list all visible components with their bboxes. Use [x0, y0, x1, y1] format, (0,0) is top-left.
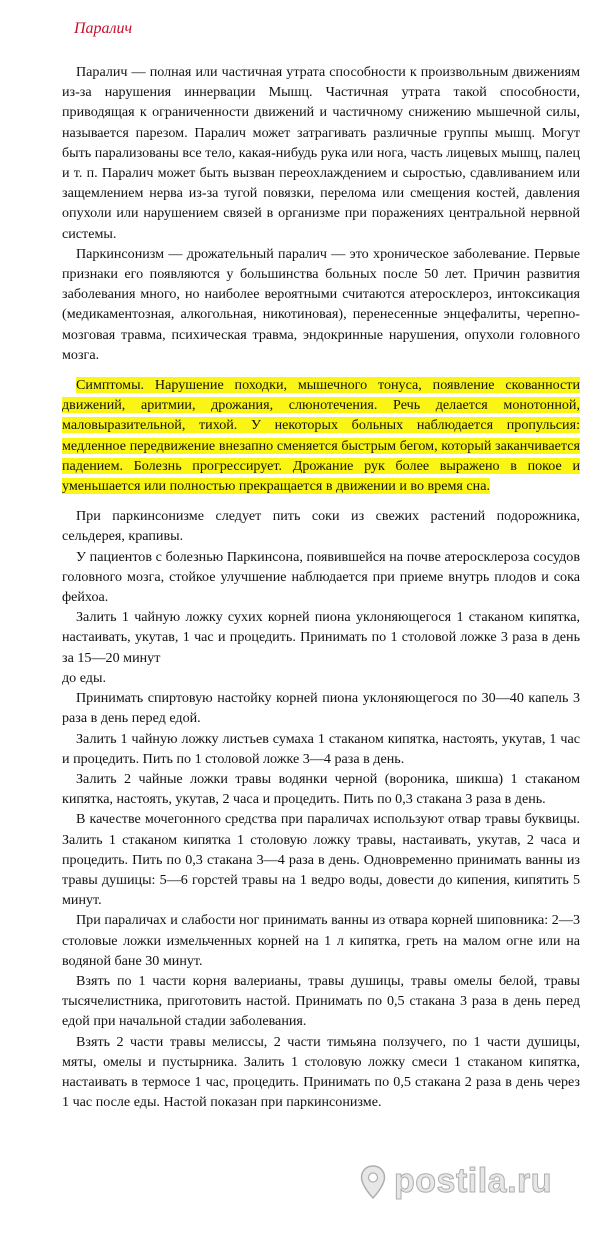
paragraph-peony-infusion-end: до еды. [62, 669, 106, 686]
map-pin-icon [360, 1165, 386, 1199]
highlighted-symptoms-text: Симптомы. Нарушение походки, мышечного тонуса, появление скованности движений, аритмии, дрожания, слюнотечения. Речь делается монотонной, маловыразительной, тихой. У некоторых больных наблюдается пропульсия: медленное передвижение внезапно сменяется быстрым бегом, который заканчивается падением. Болезнь прогрессирует. Дрожание рук более выражено в покое и уменьшается или полностью прекращается в движении и во время сна. [62, 377, 580, 495]
watermark [360, 1162, 552, 1201]
paragraph-valerian-mix: Взять по 1 части корня валерианы, травы душицы, травы омелы белой, травы тысячелистника, приготовить настой. Принимать по 0,5 стакана 3 раза в день перед едой при начальной стадии заболевания. [62, 972, 580, 1030]
paragraph-peony-infusion: Залить 1 чайную ложку сухих корней пиона уклоняющегося 1 стаканом кипятка, настаивать, укутав, 1 час и процедить. Принимать по 1 столовой ложке 3 раза в день за 15—20 минут [62, 609, 580, 666]
paragraph-paralysis-definition: Паралич — полная или частичная утрата способности к произвольным движениям из-за нарушения иннервации Мышц. Частичная утрата такой способности, приводящая к ограниченности движений и частичному снижению мышечной силы, называется парезом. Паралич может затрагивать различные группы мышц. Могут быть парализованы все тело, какая-нибудь рука или нога, часть лицевых мышц, палец и т. п. Паралич может быть вызван переохлаждением и сыростью, сдавливанием или защемлением нерва из-за тугой повязки, перелома или смещения костей, давления опухоли или нарушением связей в организме при поражениях центральной нервной системы. [62, 64, 580, 242]
paragraph-melissa-mix: Взять 2 части травы мелиссы, 2 части тимьяна ползучего, по 1 части душицы, мяты, омелы и пустырника. Залить 1 столовую ложку смеси 1 стаканом кипятка, настаивать в термосе 1 час, процедить. Принимать по 0,5 стакана 2 раза в день через 1 час после еды. Настой показан при паркинсонизме. [62, 1033, 580, 1111]
paragraph-rosehip-baths: При параличах и слабости ног принимать ванны из отвара корней шиповника: 2—3 столовые ложки измельченных корней на 1 л кипятка, греть на малом огне или на водяной бане 30 минут. [62, 912, 580, 969]
paragraph-peony-tincture: Принимать спиртовую настойку корней пиона уклоняющегося по 30—40 капель 3 раза в день перед едой. [62, 690, 580, 727]
article-body [62, 62, 580, 1112]
paragraph-betony-decoction: В качестве мочегонного средства при параличах используют отвар травы буквицы. Залить 1 стаканом кипятка 1 столовую ложку травы, настаивать, укутав, 2 часа и процедить. Пить по 0,3 стакана 3—4 раза в день. Одновременно принимать ванны из травы душицы: 5—6 горстей травы на 1 ведро воды, довести до кипения, кипятить 5 минут. [62, 811, 580, 909]
paragraph-crowberry: Залить 2 чайные ложки травы водянки черной (вороника, шикша) 1 стаканом кипятка, настоять, укутав, 2 часа и процедить. Пить по 0,3 стакана 3 раза в день. [62, 770, 580, 808]
section-title: Паралич [74, 20, 133, 37]
watermark-text: postila.ru [394, 1162, 553, 1200]
paragraph-parkinsonism: Паркинсонизм — дрожательный паралич — это хроническое заболевание. Первые признаки его появляются у большинства больных после 50 лет. Причин развития заболевания много, но наиболее вероятными считаются атеросклероз, интоксикация (медикаментозная, алкогольная, никотиновая), перенесенные энцефалиты, черепно-мозговая травма, психическая травма, эндокринные нарушения, опухоли головного мозга. [62, 245, 580, 363]
paragraph-juices: При паркинсонизме следует пить соки из свежих растений подорожника, сельдерея, крапивы. [62, 508, 580, 545]
paragraph-sumac: Залить 1 чайную ложку листьев сумаха 1 стаканом кипятка, настоять, укутав, 1 час и процедить. Пить по 1 столовой ложке 3—4 раза в день. [62, 730, 580, 767]
paragraph-feijoa: У пациентов с болезнью Паркинсона, появившейся на почве атеросклероза сосудов головного мозга, стойкое улучшение наблюдается при приеме внутрь плодов и сока фейхоа. [62, 548, 580, 606]
paragraph-symptoms [62, 375, 580, 496]
